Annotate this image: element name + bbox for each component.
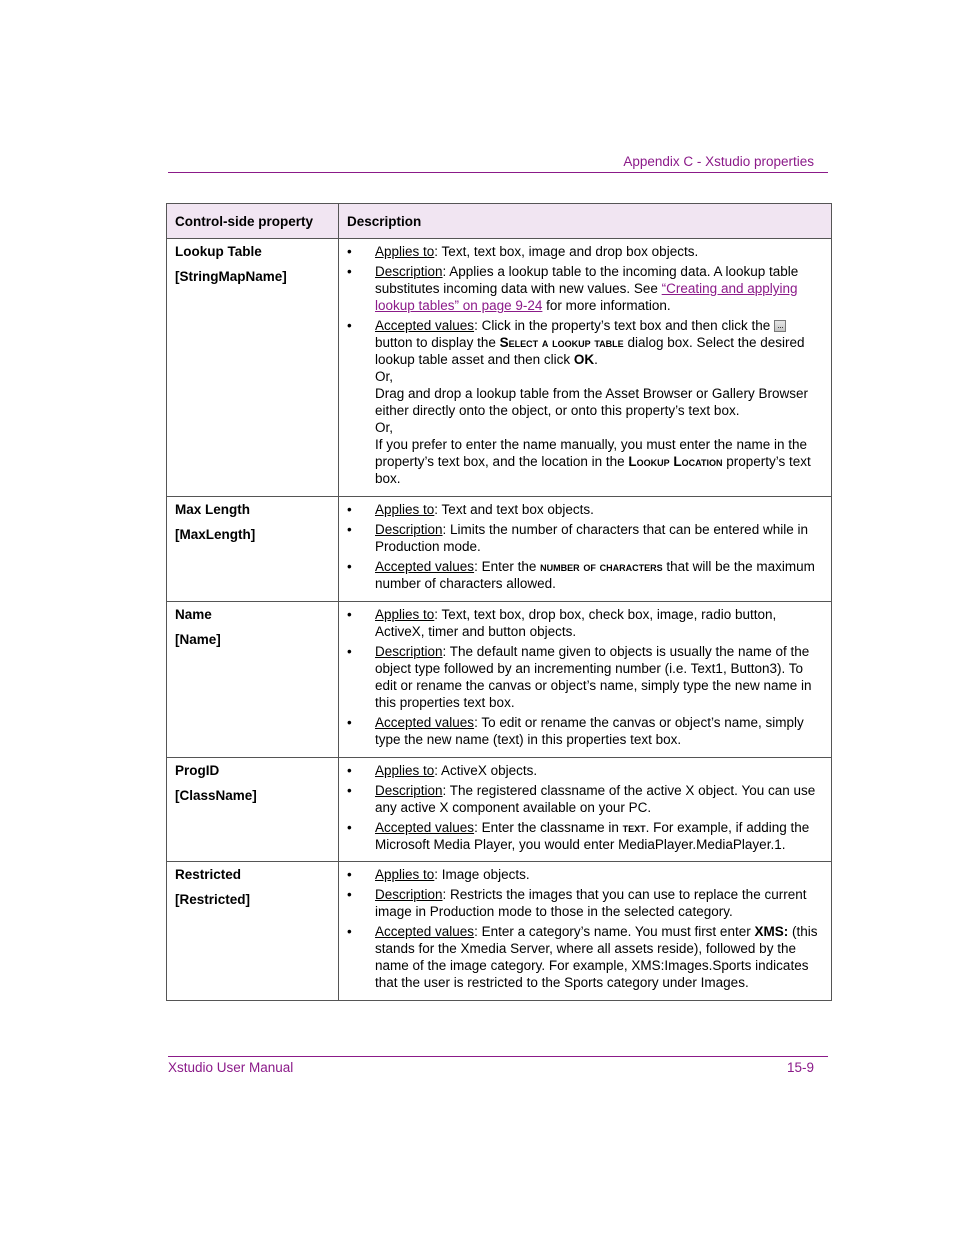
field-ref: number of characters bbox=[540, 559, 663, 574]
property-cell bbox=[167, 239, 339, 497]
term-label: Applies to bbox=[375, 502, 435, 517]
description-list bbox=[347, 606, 823, 748]
item-text: : Applies a lookup table to the incoming data. A lookup table substitutes incoming data with new values. See bbox=[375, 264, 799, 296]
property-cell bbox=[167, 862, 339, 1001]
drag-text: Drag and drop a lookup table from the Asset Browser or Gallery Browser either directly onto the object, or onto this property’s text box. bbox=[375, 386, 808, 418]
description-cell bbox=[339, 862, 832, 1001]
property-cell bbox=[167, 602, 339, 758]
list-item bbox=[347, 606, 823, 640]
term-label: Applies to bbox=[375, 867, 435, 882]
item-text: : Enter the classname in bbox=[474, 820, 623, 835]
item-text: . For example, if adding the Microsoft Media Player, you would enter MediaPlayer.MediaPlayer.1. bbox=[375, 820, 810, 852]
list-item bbox=[347, 762, 823, 779]
list-item bbox=[347, 643, 823, 711]
manual-text bbox=[375, 436, 823, 487]
table-header-row bbox=[167, 204, 832, 239]
page-number: 15-9 bbox=[786, 1060, 814, 1075]
item-text: (this stands for the Xmedia Server, where all assets reside), followed by the name of the image category. For example, XMS:Images.Sports indicates that the user is restricted to the Sports category under Images. bbox=[375, 924, 818, 990]
field-ref: text bbox=[622, 820, 646, 835]
list-item bbox=[347, 558, 823, 592]
term-label: Applies to bbox=[375, 763, 435, 778]
bullet-icon: • bbox=[347, 244, 352, 259]
description-list bbox=[347, 762, 823, 853]
property-name: Max Length bbox=[175, 502, 251, 517]
list-item bbox=[347, 263, 823, 314]
list-item bbox=[347, 923, 823, 991]
item-text: . bbox=[594, 352, 598, 367]
list-item bbox=[347, 819, 823, 853]
term-label: Applies to bbox=[375, 607, 435, 622]
table-row bbox=[167, 239, 832, 497]
or-text: Or, bbox=[375, 369, 394, 384]
bullet-icon: • bbox=[347, 715, 352, 730]
item-text: property’s text box. bbox=[375, 454, 811, 486]
list-item bbox=[347, 521, 823, 555]
item-text: button to display the bbox=[375, 335, 500, 350]
bullet-icon: • bbox=[347, 763, 352, 778]
term-label: Description bbox=[375, 887, 443, 902]
term-label: Description bbox=[375, 783, 443, 798]
list-item bbox=[347, 317, 823, 487]
list-item bbox=[347, 243, 823, 260]
item-text: : Enter a category’s name. You must first enter bbox=[474, 924, 755, 939]
list-item bbox=[347, 501, 823, 518]
property-cell bbox=[167, 497, 339, 602]
item-text: : The default name given to objects is usually the name of the object type followed by an incrementing number (i.e. Text1, Button3). To edit or rename the canvas or object’s name, simply type the new name in this properties text box. bbox=[375, 644, 812, 710]
bullet-icon: • bbox=[347, 607, 352, 622]
table-row bbox=[167, 497, 832, 602]
description-list bbox=[347, 866, 823, 991]
list-item bbox=[347, 886, 823, 920]
list-item bbox=[347, 782, 823, 816]
list-item bbox=[347, 866, 823, 883]
column-header-description: Description bbox=[339, 204, 832, 239]
description-cell bbox=[339, 497, 832, 602]
browse-button-icon bbox=[774, 320, 786, 332]
item-text: : To edit or rename the canvas or object’s name, simply type the new name (text) in this properties text box. bbox=[375, 715, 804, 747]
property-name: Name bbox=[175, 607, 212, 622]
item-text: for more information. bbox=[542, 298, 671, 313]
term-label: Description bbox=[375, 522, 443, 537]
bullet-icon: • bbox=[347, 783, 352, 798]
bullet-icon: • bbox=[347, 820, 352, 835]
bullet-icon: • bbox=[347, 502, 352, 517]
item-text: : Text and text box objects. bbox=[434, 502, 594, 517]
xms-label: XMS: bbox=[754, 924, 789, 939]
or-text: Or, bbox=[375, 420, 394, 435]
item-text: : Limits the number of characters that can be entered while in Production mode. bbox=[375, 522, 808, 554]
bullet-icon: • bbox=[347, 559, 352, 574]
running-header: Appendix C - Xstudio properties bbox=[623, 154, 814, 169]
ok-label: OK bbox=[573, 352, 595, 367]
item-text: : Text, text box, image and drop box objects. bbox=[434, 244, 699, 259]
description-cell bbox=[339, 602, 832, 758]
item-text: : The registered classname of the active X object. You can use any active X component available on your PC. bbox=[375, 783, 816, 815]
term-label: Applies to bbox=[375, 244, 435, 259]
property-key: [StringMapName] bbox=[175, 269, 287, 284]
item-text: : Enter the bbox=[474, 559, 541, 574]
item-text: : Restricts the images that you can use to replace the current image in Production mode to those in the selected category. bbox=[375, 887, 807, 919]
footer-manual-title: Xstudio User Manual bbox=[168, 1060, 294, 1075]
table-row bbox=[167, 602, 832, 758]
description-cell bbox=[339, 239, 832, 497]
bullet-icon: • bbox=[347, 887, 352, 902]
description-list bbox=[347, 243, 823, 487]
property-name: Restricted bbox=[175, 867, 242, 882]
cross-reference-link[interactable]: “Creating and applying lookup tables” on page 9-24 bbox=[375, 281, 798, 313]
table-row bbox=[167, 758, 832, 862]
item-text: that will be the maximum number of characters allowed. bbox=[375, 559, 815, 591]
property-key: [MaxLength] bbox=[175, 527, 256, 542]
property-name: Lookup Table bbox=[175, 244, 262, 259]
bullet-icon: • bbox=[347, 924, 352, 939]
bullet-icon: • bbox=[347, 522, 352, 537]
term-label: Accepted values bbox=[375, 924, 475, 939]
bullet-icon: • bbox=[347, 867, 352, 882]
property-cell bbox=[167, 758, 339, 862]
item-text: : Text, text box, drop box, check box, image, radio button, ActiveX, timer and button objects. bbox=[375, 607, 777, 639]
list-item bbox=[347, 714, 823, 748]
bullet-icon: • bbox=[347, 264, 352, 279]
property-key: [Name] bbox=[175, 632, 221, 647]
header-rule bbox=[168, 172, 828, 173]
term-label: Description bbox=[375, 264, 443, 279]
item-text: : Image objects. bbox=[434, 867, 530, 882]
term-label: Accepted values bbox=[375, 318, 475, 333]
dialog-name: Select a lookup table bbox=[499, 335, 624, 350]
term-label: Accepted values bbox=[375, 559, 475, 574]
bullet-icon: • bbox=[347, 318, 352, 333]
footer-rule bbox=[168, 1056, 828, 1057]
description-list bbox=[347, 501, 823, 592]
description-cell bbox=[339, 758, 832, 862]
property-key: [Restricted] bbox=[175, 892, 251, 907]
term-label: Description bbox=[375, 644, 443, 659]
item-text: If you prefer to enter the name manually, you must enter the name in the property’s text box, and the location in the bbox=[375, 437, 807, 469]
table-row bbox=[167, 862, 832, 1001]
property-name: ProgID bbox=[175, 763, 220, 778]
term-label: Accepted values bbox=[375, 820, 475, 835]
item-text: : Click in the property’s text box and then click the bbox=[474, 318, 774, 333]
bullet-icon: • bbox=[347, 644, 352, 659]
item-text: dialog box. Select the desired lookup table asset and then click bbox=[375, 335, 805, 367]
property-ref: Lookup Location bbox=[628, 454, 723, 469]
term-label: Accepted values bbox=[375, 715, 475, 730]
item-text: : ActiveX objects. bbox=[434, 763, 538, 778]
column-header-property: Control-side property bbox=[167, 204, 339, 239]
property-key: [ClassName] bbox=[175, 788, 257, 803]
properties-table bbox=[166, 203, 832, 1001]
